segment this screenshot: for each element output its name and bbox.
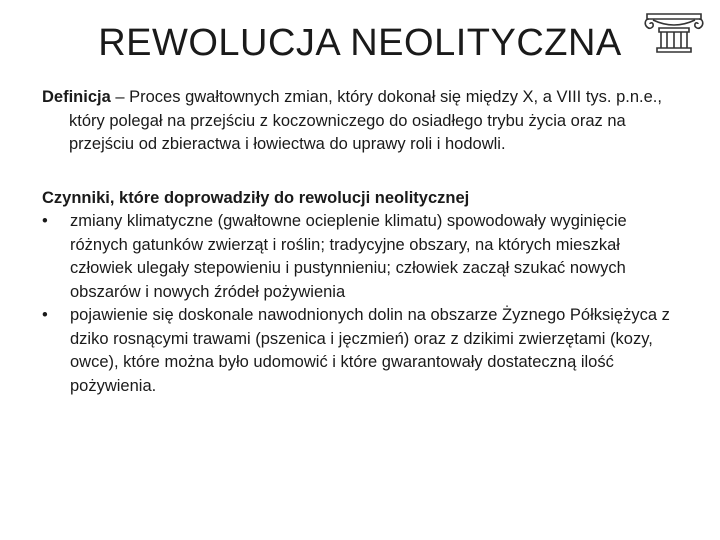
list-item — [42, 304, 682, 398]
definition-paragraph — [42, 86, 682, 157]
bullet-icon: • — [42, 212, 48, 230]
list-item — [42, 210, 682, 304]
content — [42, 86, 682, 398]
greek-column-icon — [643, 10, 705, 54]
list-item-text: zmiany klimatyczne (gwałtowne ocieplenie klimatu) spowodowały wyginięcie różnych gatunków zwierząt i roślin; tradycyjne obszary, na których mieszkał człowiek ulegały stepowieniu i pustynnieniu; człowiek zaczął szukać nowych obszarów i nowych źródeł pożywienia — [70, 212, 627, 301]
list-item-text: pojawienie się doskonale nawodnionych dolin na obszarze Żyznego Półksiężyca z dziko rosnącymi trawami (pszenica i jęczmień) oraz z dzikimi zwierzętami (kozy, owce), które można było udomowić i które gwarantowały dostateczną ilość pożywienia. — [70, 306, 670, 395]
bullet-icon: • — [42, 306, 48, 324]
definition-term: Definicja — [42, 88, 111, 106]
definition-text: – Proces gwałtownych zmian, który dokonał się między X, a VIII tys. p.n.e., który polegał na przejściu z koczowniczego do osiadłego trybu życia oraz na przejściu od zbieractwa i łowiectwa do uprawy roli i hodowli. — [69, 88, 662, 153]
page-title: REWOLUCJA NEOLITYCZNA — [98, 22, 622, 64]
factors-heading: Czynniki, które doprowadziły do rewolucji neolitycznej — [42, 188, 470, 207]
